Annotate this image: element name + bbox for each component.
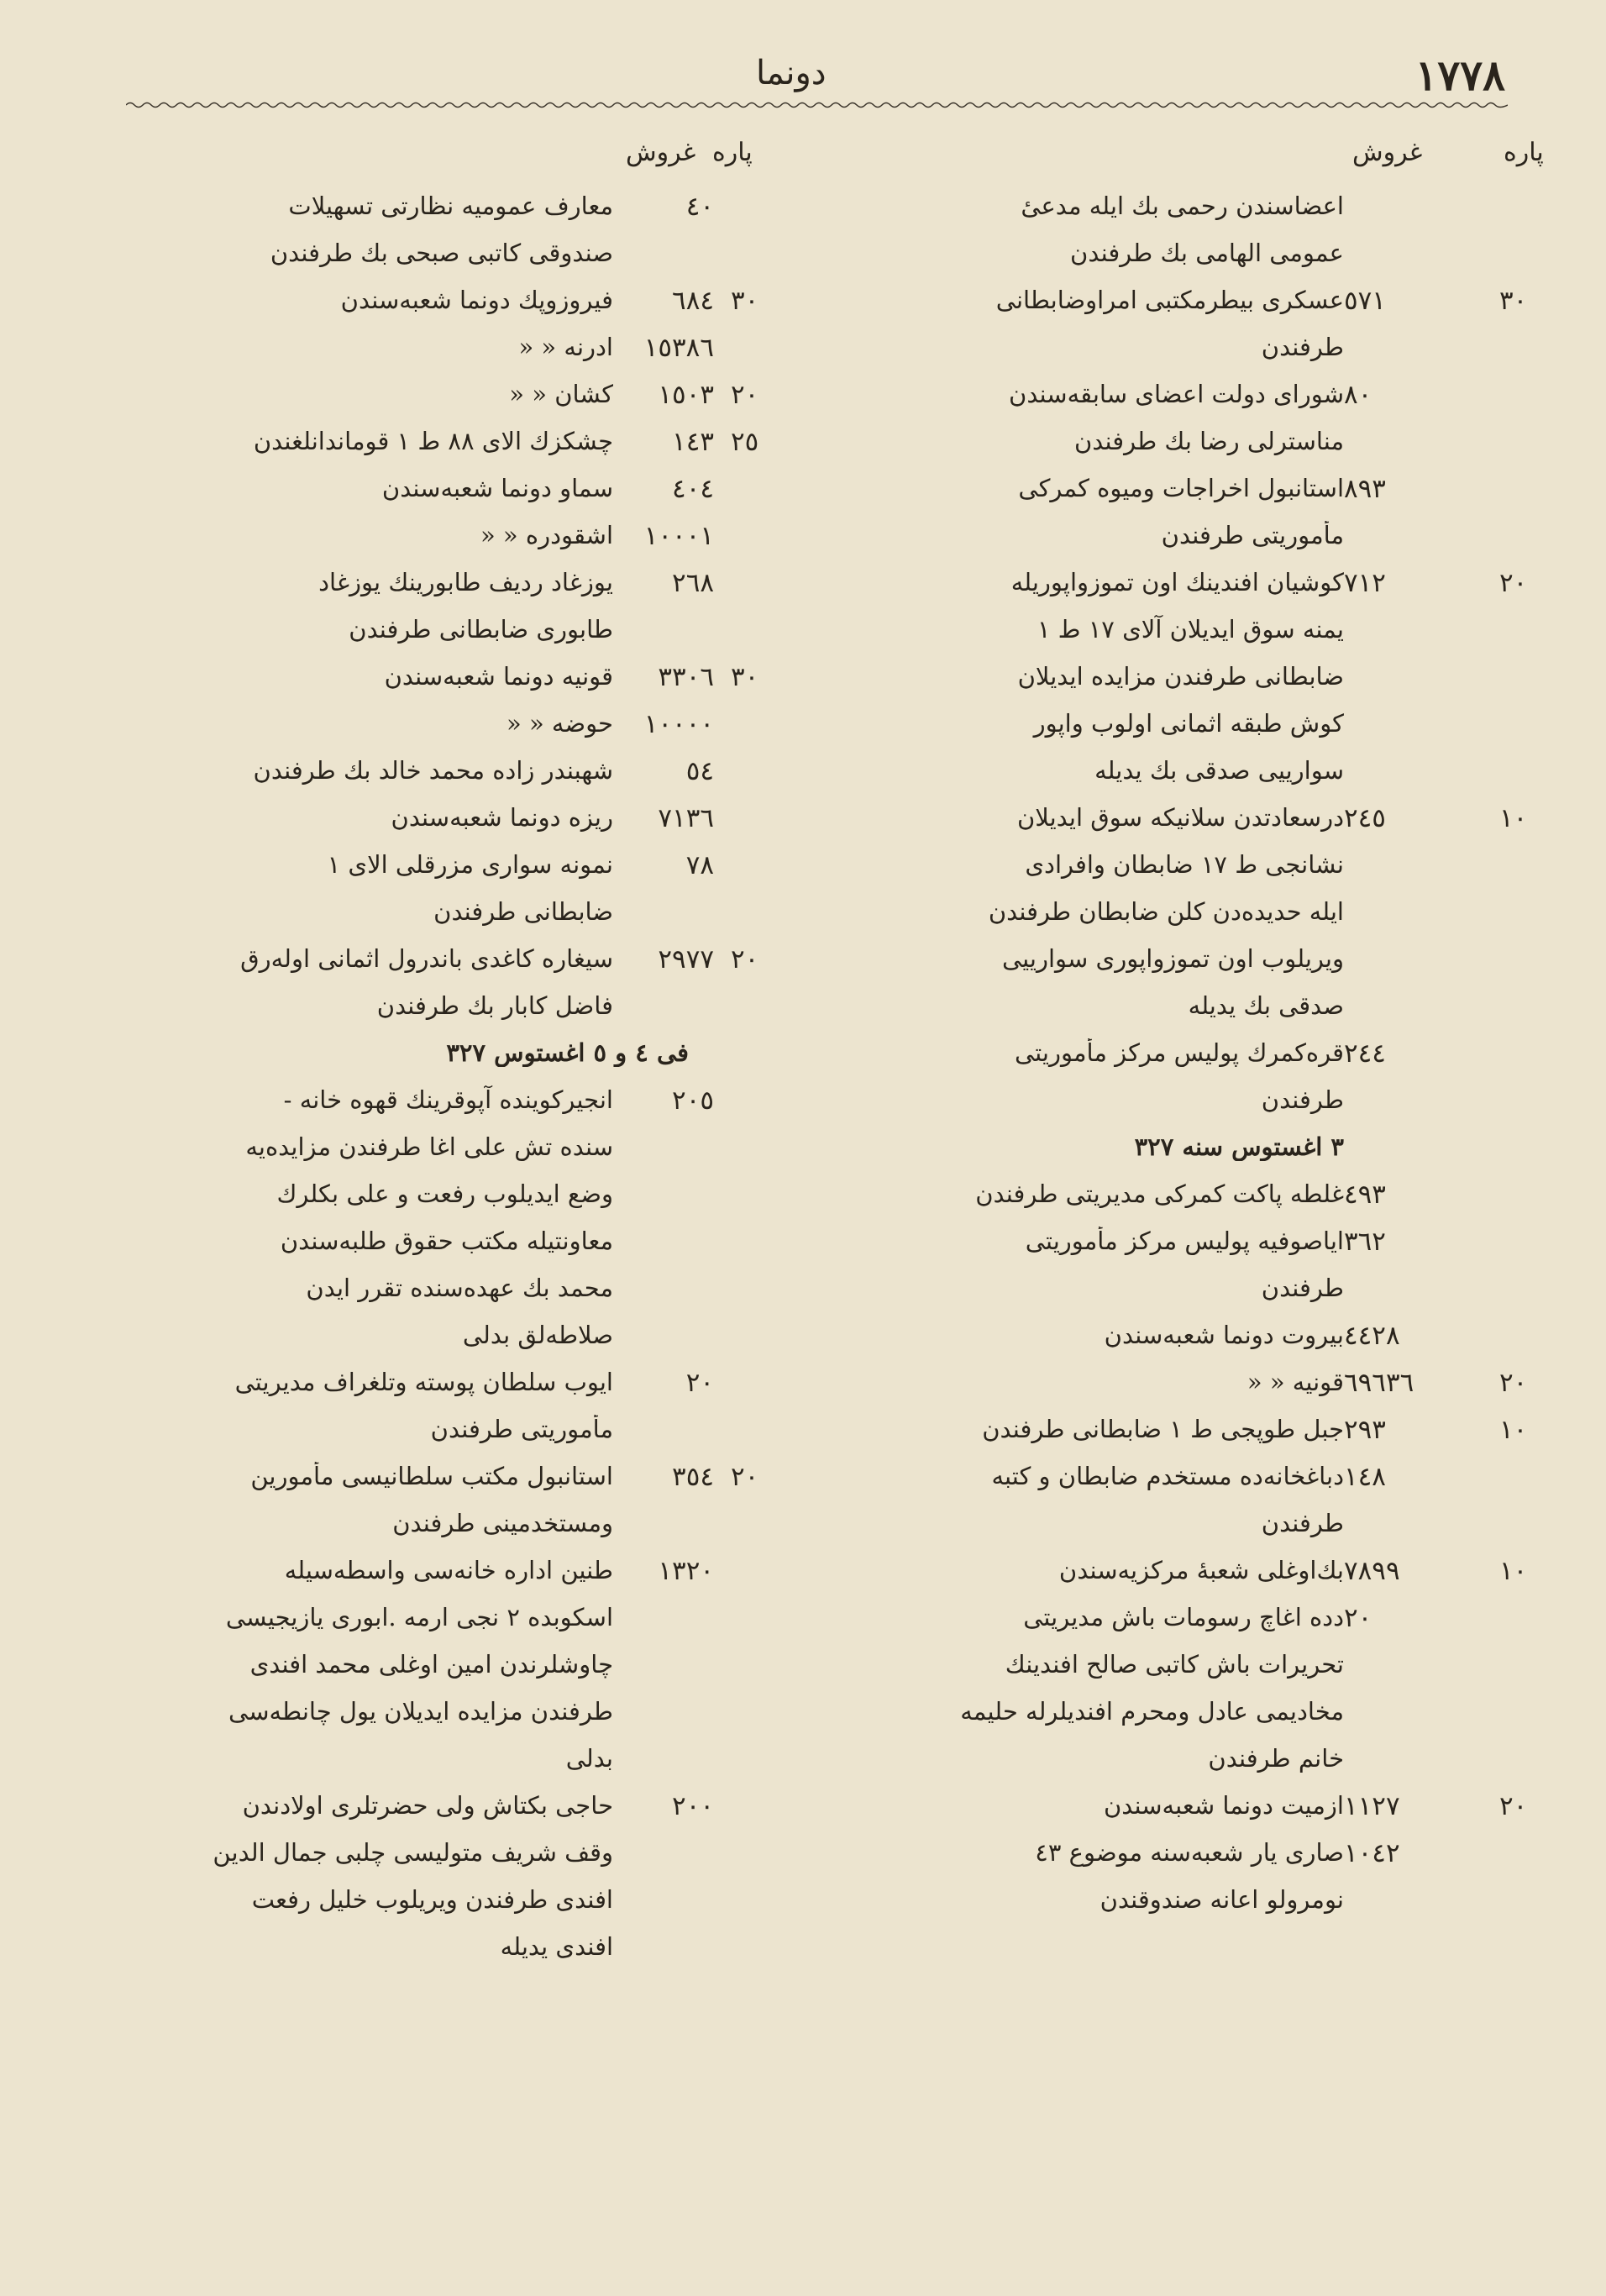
- ledger-row: [92, 279, 806, 326]
- ledger-row: [840, 1878, 1554, 1926]
- entry-text: ادرنه « «: [518, 333, 613, 361]
- ledger-row: [840, 1502, 1554, 1549]
- entry-text: شورای دولت اعضای سابقه‌سندن: [1009, 380, 1344, 408]
- entry-text: سیغاره كاغدی باندرول اثمانی اوله‌رق: [240, 944, 613, 973]
- gurus-amount: ٤٠: [685, 192, 714, 222]
- ledger-row: [92, 891, 806, 938]
- entry-text: ٣ اغستوس سنه ٣٢٧: [1134, 1132, 1344, 1161]
- entry-text: كشان « «: [509, 380, 613, 408]
- entry-text: ایله حدیده‌دن كلن ضابطان طرفندن: [988, 897, 1344, 926]
- para-amount: ٣٠: [731, 662, 759, 692]
- entry-text: نمونه سواری مزرقلی الای ١: [327, 850, 613, 879]
- ledger-row: [840, 938, 1554, 985]
- column-header: [92, 126, 806, 185]
- ledger-row: [840, 891, 1554, 938]
- gurus-amount: ٤٤٢٨: [1344, 1321, 1400, 1351]
- ledger-row: [840, 749, 1554, 796]
- entry-text: ایوب سلطان پوسته وتلغراف مدیریتی: [234, 1368, 613, 1396]
- ledger-row: [840, 326, 1554, 373]
- ledger-row: [92, 1361, 806, 1408]
- entry-text: انجیركوینده آپوقرینك قهوه خانه -: [283, 1085, 613, 1114]
- entry-text: قره‌كمرك پولیس مركز مأموریتی: [1014, 1038, 1344, 1067]
- entry-text: اشقودره « «: [480, 521, 613, 549]
- para-amount: ٣٠: [1499, 286, 1528, 316]
- ledger-row: [840, 1220, 1554, 1267]
- ledger-row: [92, 796, 806, 843]
- entry-text: استانبول مكتب سلطانیسی مأمورین: [250, 1462, 613, 1490]
- para-amount: ٢٠: [1499, 1368, 1528, 1398]
- ledger-row: [92, 326, 806, 373]
- entry-text: طرفندن: [1261, 1085, 1344, 1114]
- para-heading: پاره: [712, 138, 753, 167]
- gurus-amount: ١٣٢٠: [658, 1556, 714, 1586]
- ledger-row: [840, 1314, 1554, 1361]
- gurus-amount: ٢٤٥: [1344, 803, 1386, 833]
- ledger-row: [840, 561, 1554, 608]
- ledger-row: [92, 1079, 806, 1126]
- entry-text: دباغخانه‌ده مستخدم ضابطان و كتبه: [991, 1462, 1344, 1490]
- ledger-row: [92, 373, 806, 420]
- ledger-row: [92, 1549, 806, 1596]
- ledger-row: [840, 279, 1554, 326]
- ledger-row: [840, 1361, 1554, 1408]
- gurus-amount: ١٥٠٣: [658, 380, 714, 410]
- gurus-amount: ٨٩٣: [1344, 474, 1386, 504]
- entry-text: كوش طبقه اثمانی اولوب واپور: [1033, 709, 1344, 738]
- ledger-row: [840, 1690, 1554, 1737]
- ledger-row: [840, 467, 1554, 514]
- ledger-row: [840, 1643, 1554, 1690]
- ledger-row: [840, 185, 1554, 232]
- entry-text: معارف عمومیه نظارتی تسهیلات: [288, 192, 613, 220]
- gurus-amount: ٢٠٥: [672, 1085, 714, 1116]
- entry-text: محمد بك عهده‌سنده تقرر ایدن: [306, 1274, 613, 1302]
- entry-text: اسكوبده ٢ نجی ارمه .ابوری یازیجیسی: [225, 1603, 613, 1631]
- entry-text: ازمیت دونما شعبه‌سندن: [1103, 1791, 1344, 1820]
- para-amount: ٢٠: [1499, 1791, 1528, 1821]
- entry-text: صلاطه‌لق بدلی: [462, 1321, 613, 1349]
- gurus-amount: ١٠٤٢: [1344, 1838, 1400, 1868]
- page-title: دونما: [756, 54, 827, 92]
- ledger-row: [92, 1502, 806, 1549]
- entry-text: فاضل كابار بك طرفندن: [376, 991, 613, 1020]
- entry-text: بك‌اوغلی شعبهٔ مركزیه‌سندن: [1058, 1556, 1344, 1584]
- gurus-amount: ١٠٠٠١: [643, 521, 714, 551]
- entry-text: بیروت دونما شعبه‌سندن: [1104, 1321, 1344, 1349]
- ledger-row: [840, 1596, 1554, 1643]
- entry-text: صدقی بك یدیله: [1188, 991, 1344, 1020]
- entry-text: حوضه « «: [506, 709, 613, 738]
- ledger-row: [92, 1314, 806, 1361]
- entry-text: چشكزك الای ٨٨ ط ١ قوماندانلغندن: [253, 427, 613, 455]
- entry-text: عمومی الهامی بك طرفندن: [1070, 239, 1344, 267]
- entry-text: طنین اداره خانه‌سی واسطه‌سیله: [284, 1556, 613, 1584]
- ledger-row: [840, 232, 1554, 279]
- ledger-row: [92, 561, 806, 608]
- entry-text: صندوقی كاتبی صبحی بك طرفندن: [270, 239, 613, 267]
- entry-text: ریزه دونما شعبه‌سندن: [391, 803, 613, 832]
- entry-text: قونیه « «: [1246, 1368, 1344, 1396]
- entry-text: مخادیمی عادل ومحرم افندیلرله حلیمه: [960, 1697, 1344, 1726]
- entry-text: صاری یار شعبه‌سنه موضوع ٤٣: [1035, 1838, 1344, 1867]
- entry-text: ومستخدمینی طرفندن: [392, 1509, 613, 1537]
- ledger-row: [92, 1173, 806, 1220]
- gurus-amount: ٦٨٤: [672, 286, 714, 316]
- ledger-row: [840, 1173, 1554, 1220]
- para-amount: ٣٠: [731, 286, 759, 316]
- para-amount: ٢٠: [1499, 568, 1528, 598]
- ledger-row: [840, 985, 1554, 1032]
- entry-list: [840, 185, 1554, 1926]
- gurus-amount: ١٥٣٨٦: [643, 333, 714, 363]
- left-column: [92, 126, 806, 1973]
- entry-text: فی ٤ و ٥ اغستوس ٣٢٧: [446, 1038, 689, 1067]
- ledger-row: [92, 1267, 806, 1314]
- gurus-amount: ٨٠: [1344, 380, 1372, 410]
- gurus-amount: ٥٧١: [1344, 286, 1386, 316]
- entry-text: سنده تش علی اغا طرفندن مزایده‌یه: [245, 1132, 613, 1161]
- entry-text: فیروزوپك دونما شعبه‌سندن: [340, 286, 613, 314]
- entry-text: مأموریتی طرفندن: [430, 1415, 613, 1443]
- para-amount: ١٠: [1499, 1556, 1528, 1586]
- entry-text: معاونتیله مكتب حقوق طلبه‌سندن: [280, 1227, 613, 1255]
- entry-text: تحریرات باش كاتبی صالح افندینك: [1005, 1650, 1344, 1679]
- right-column: [840, 126, 1554, 1926]
- ledger-row: [92, 1596, 806, 1643]
- ledger-row: [92, 1408, 806, 1455]
- ledger-row: [840, 796, 1554, 843]
- entry-text: طرفندن: [1261, 333, 1344, 361]
- gurus-amount: ٧١٢: [1344, 568, 1386, 598]
- gurus-amount: ٧٨٩٩: [1344, 1556, 1400, 1586]
- gurus-amount: ٣٣٠٦: [658, 662, 714, 692]
- entry-text: نومرولو اعانه صندوقندن: [1100, 1885, 1344, 1914]
- entry-text: حاجی بكتاش ولی حضرتلری اولادندن: [242, 1791, 613, 1820]
- ledger-row: [840, 843, 1554, 891]
- entry-text: ضابطانی طرفندن مزایده ایدیلان: [1017, 662, 1344, 691]
- entry-list: [92, 185, 806, 1973]
- ledger-row: [840, 1032, 1554, 1079]
- ledger-row: [92, 185, 806, 232]
- entry-text: طابوری ضابطانی طرفندن: [349, 615, 613, 644]
- ledger-row: [92, 1831, 806, 1878]
- gurus-amount: ١٠٠٠٠: [643, 709, 714, 739]
- gurus-amount: ٢٠: [1344, 1603, 1372, 1633]
- ledger-row: [840, 373, 1554, 420]
- ledger-row: [92, 985, 806, 1032]
- ledger-row: [840, 1455, 1554, 1502]
- ledger-row: [92, 608, 806, 655]
- entry-text: ایاصوفیه پولیس مركز مأموریتی: [1025, 1227, 1344, 1255]
- gurus-heading: غروش: [626, 138, 696, 167]
- ledger-row: [92, 1737, 806, 1784]
- ledger-row: [92, 1220, 806, 1267]
- ledger-row: [92, 232, 806, 279]
- para-heading: پاره: [1504, 138, 1544, 167]
- gurus-amount: ١٤٣: [672, 427, 714, 457]
- entry-text: بدلی: [565, 1744, 613, 1773]
- ledger-row: [840, 1267, 1554, 1314]
- entry-text: ضابطانی طرفندن: [433, 897, 613, 926]
- para-amount: ١٠: [1499, 803, 1528, 833]
- entry-text: یمنه سوق ایدیلان آلای ١٧ ط ١: [1037, 615, 1344, 644]
- para-amount: ٢٠: [731, 1462, 759, 1492]
- gurus-amount: ٢٩٧٧: [658, 944, 714, 975]
- ledger-row: [840, 1079, 1554, 1126]
- entry-text: كوشیان افندینك اون تموزواپوریله: [1010, 568, 1344, 596]
- entry-text: قونیه دونما شعبه‌سندن: [384, 662, 613, 691]
- ledger-row: [92, 1878, 806, 1926]
- gurus-heading: غروش: [1352, 138, 1423, 167]
- entry-text: جبل طوپجی ط ١ ضابطانی طرفندن: [982, 1415, 1344, 1443]
- ledger-row: [840, 1784, 1554, 1831]
- entry-text: استانبول اخراجات ومیوه كمركی: [1018, 474, 1344, 502]
- entry-text: یوزغاد ردیف طابورینك یوزغاد: [318, 568, 613, 596]
- entry-text: طرفندن مزایده ایدیلان یول چانطه‌سی: [228, 1697, 613, 1726]
- entry-text: سوارییی صدقی بك یدیله: [1094, 756, 1344, 785]
- ledger-row: [840, 1549, 1554, 1596]
- gurus-amount: ٣٥٤: [672, 1462, 714, 1492]
- gurus-amount: ٢٩٣: [1344, 1415, 1386, 1445]
- gurus-amount: ١١٢٧: [1344, 1791, 1400, 1821]
- gurus-amount: ٤٠٤: [672, 474, 714, 504]
- entry-text: چاوشلرندن امین اوغلی محمد افندی: [249, 1650, 613, 1679]
- entry-text: مناسترلی رضا بك طرفندن: [1073, 427, 1344, 455]
- gurus-amount: ٢٤٤: [1344, 1038, 1386, 1069]
- ledger-row: [92, 749, 806, 796]
- header-wavy-rule: [126, 101, 1508, 109]
- ledger-row: [840, 1831, 1554, 1878]
- column-header: [840, 126, 1554, 185]
- ledger-row: [92, 1926, 806, 1973]
- entry-text: ویریلوب اون تموزواپوری سوارییی: [1001, 944, 1344, 973]
- entry-text: عسكری بیطرمكتبی امراوضابطانی: [995, 286, 1344, 314]
- para-amount: ٢٠: [731, 944, 759, 975]
- entry-text: افندی یدیله: [500, 1932, 613, 1961]
- gurus-amount: ٢٠: [685, 1368, 714, 1398]
- ledger-row: [92, 514, 806, 561]
- ledger-row: [92, 1126, 806, 1173]
- entry-text: سماو دونما شعبه‌سندن: [381, 474, 613, 502]
- entry-text: مأموریتی طرفندن: [1161, 521, 1344, 549]
- gurus-amount: ٢٠٠: [672, 1791, 714, 1821]
- para-amount: ١٠: [1499, 1415, 1528, 1445]
- gurus-amount: ٦٩٦٣٦: [1344, 1368, 1414, 1398]
- para-amount: ٢٥: [731, 427, 759, 457]
- gurus-amount: ٢٦٨: [672, 568, 714, 598]
- ledger-row: [92, 1690, 806, 1737]
- entry-text: دده اغاچ رسومات باش مدیریتی: [1023, 1603, 1344, 1631]
- ledger-row: [92, 467, 806, 514]
- gurus-amount: ٤٩٣: [1344, 1180, 1386, 1210]
- ledger-row: [840, 514, 1554, 561]
- gurus-amount: ٣٦٢: [1344, 1227, 1386, 1257]
- entry-text: وضع ایدیلوب رفعت و علی بكلرك: [276, 1180, 613, 1208]
- page-number: ١٧٧٨: [1414, 50, 1505, 100]
- ledger-row: [840, 420, 1554, 467]
- entry-text: نشانجی ط ١٧ ضابطان وافرادی: [1025, 850, 1344, 879]
- ledger-row: [92, 843, 806, 891]
- ledger-row: [840, 1408, 1554, 1455]
- gurus-amount: ٧١٣٦: [658, 803, 714, 833]
- ledger-row: [840, 702, 1554, 749]
- ledger-row: [92, 1643, 806, 1690]
- gurus-amount: ٧٨: [685, 850, 714, 880]
- ledger-row: [92, 1784, 806, 1831]
- para-amount: ٢٠: [731, 380, 759, 410]
- entry-text: درسعادتدن سلانیكه سوق ایدیلان: [1017, 803, 1344, 832]
- ledger-row: [92, 1455, 806, 1502]
- date-heading: [92, 1032, 806, 1079]
- entry-text: شهبندر زاده محمد خالد بك طرفندن: [253, 756, 613, 785]
- entry-text: اعضاسندن رحمی بك ایله مدعیٔ: [1021, 192, 1344, 220]
- ledger-row: [840, 1737, 1554, 1784]
- gurus-amount: ١٤٨: [1344, 1462, 1386, 1492]
- entry-text: وقف شریف متولیسی چلبی جمال الدین: [213, 1838, 613, 1867]
- ledger-row: [840, 655, 1554, 702]
- entry-text: طرفندن: [1261, 1274, 1344, 1302]
- entry-text: طرفندن: [1261, 1509, 1344, 1537]
- ledger-row: [840, 608, 1554, 655]
- ledger-row: [92, 938, 806, 985]
- entry-text: غلطه پاكت كمركی مدیریتی طرفندن: [975, 1180, 1344, 1208]
- entry-text: افندی طرفندن ویریلوب خلیل رفعت: [251, 1885, 613, 1914]
- ledger-row: [92, 655, 806, 702]
- entry-text: خانم طرفندن: [1208, 1744, 1344, 1773]
- ledger-row: [92, 420, 806, 467]
- ledger-row: [92, 702, 806, 749]
- date-heading: [840, 1126, 1554, 1173]
- gurus-amount: ٥٤: [685, 756, 714, 786]
